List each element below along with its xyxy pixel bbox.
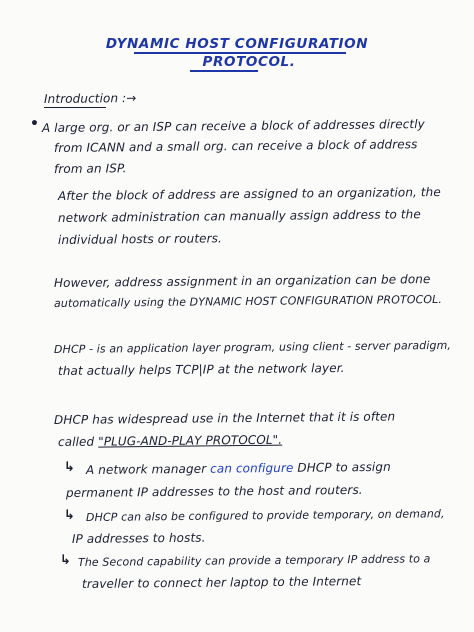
item1-prefix: A network manager xyxy=(85,461,207,477)
arrow-bullet: ↳ xyxy=(64,508,75,523)
para4-line2: that actually helps TCP|IP at the network layer. xyxy=(57,361,345,378)
para2-line1: After the block of address are assigned to an organization, the xyxy=(57,184,441,203)
item1-line2: permanent IP addresses to the host and routers. xyxy=(65,482,363,500)
subtitle-underline xyxy=(190,70,258,72)
para5-line2 xyxy=(58,433,282,449)
para3-line2: automatically using the DYNAMIC HOST CONFIGURATION PROTOCOL. xyxy=(53,292,442,310)
para2-line3: individual hosts or routers. xyxy=(57,231,222,247)
arrow-bullet: ↳ xyxy=(64,460,75,475)
para2-line2: network administration can manually assign address to the xyxy=(57,207,421,225)
item1-suffix: DHCP to assign xyxy=(297,459,391,475)
page-subtitle: PROTOCOL. xyxy=(202,54,296,70)
item1-accent: can configure xyxy=(210,460,294,476)
section-heading: Introduction :→ xyxy=(43,91,137,106)
arrow-bullet: ↳ xyxy=(60,553,71,568)
item2-line2: IP addresses to hosts. xyxy=(71,530,206,546)
para5-called: called xyxy=(57,434,95,449)
para1-line2: from ICANN and a small org. can receive a block of address xyxy=(53,137,418,155)
para4-line1: DHCP - is an application layer program, using client - server paradigm, xyxy=(53,338,452,356)
bullet-dot: • xyxy=(30,116,39,132)
item2-line1: DHCP can also be configured to provide temporary, on demand, xyxy=(85,507,445,524)
para1-line1: A large org. or an ISP can receive a block of addresses directly xyxy=(41,116,425,135)
item3-line1: The Second capability can provide a temporary IP address to a xyxy=(77,552,431,569)
item3-line2: traveller to connect her laptop to the Internet xyxy=(81,574,362,591)
plug-and-play-quote: "PLUG-AND-PLAY PROTOCOL". xyxy=(98,432,283,449)
heading-underline xyxy=(44,107,106,108)
para5-line1: DHCP has widespread use in the Internet that it is often xyxy=(53,409,396,427)
para3-line1: However, address assignment in an organization can be done xyxy=(53,272,431,290)
page-title: DYNAMIC HOST CONFIGURATION xyxy=(105,36,369,52)
para1-line3: from an ISP. xyxy=(53,161,127,176)
item1-line1 xyxy=(86,460,391,477)
